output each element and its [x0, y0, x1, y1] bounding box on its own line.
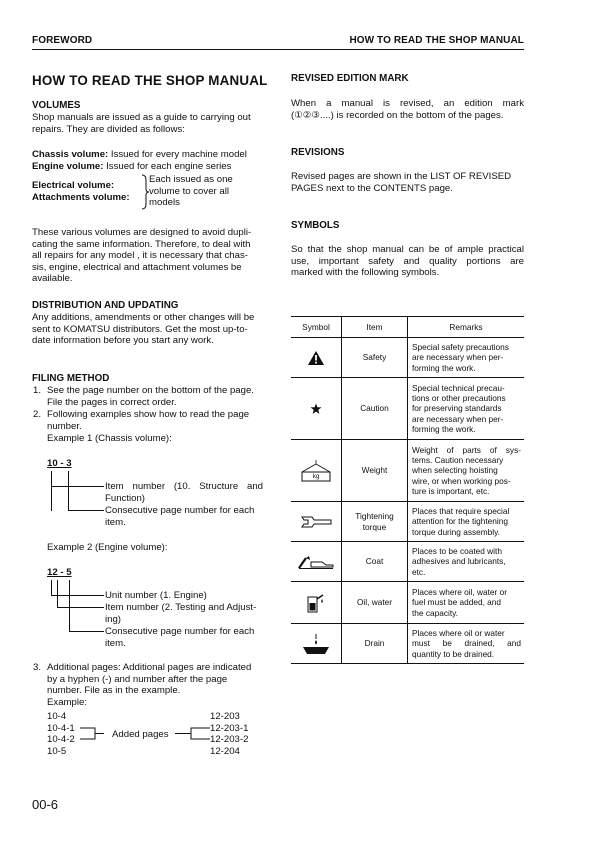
ex1-leader-page — [68, 471, 69, 511]
filing-item-3: Additional pages: Additional pages are indicated by a hyphen (-) and number after the page number. File as in the example. Example: — [47, 662, 252, 708]
example-1-code: 10 - 3 — [47, 458, 72, 469]
table-cell-item: Tightening torque — [342, 502, 408, 542]
table-row — [291, 582, 524, 624]
table-cell-remarks: Places that require special attention for the tightening torque during assembly. — [408, 502, 525, 542]
table-cell-item: Oil, water — [342, 582, 408, 624]
example-2-code: 12 - 5 — [47, 567, 72, 578]
revisions-paragraph: Revised pages are shown in the LIST OF REVISED PAGES next to the CONTENTS page. — [291, 171, 512, 194]
filing-item-2: Following examples show how to read the page number. — [47, 409, 250, 432]
filing-item-1: See the page number on the bottom of the page. File the pages in correct order. — [47, 385, 254, 408]
ex2-leader-unit — [51, 580, 52, 595]
example-2-label: Example 2 (Engine volume): — [47, 542, 168, 553]
symbols-table — [291, 316, 524, 664]
oil-water-icon — [291, 582, 342, 624]
table-row — [291, 378, 524, 440]
table-row — [291, 542, 524, 582]
list-item: 10-4-2 — [47, 734, 75, 746]
ex2-leader-item-h — [57, 607, 104, 608]
table-row — [291, 624, 524, 664]
attachments-volume: Attachments volume: — [32, 192, 130, 203]
column-header-symbol: Symbol — [291, 317, 342, 338]
wrench-icon — [291, 502, 342, 542]
filing-item-3-number: 3. — [33, 662, 42, 673]
brace-text: Each issued as one volume to cover all models — [149, 174, 233, 209]
table-cell-item: Coat — [342, 542, 408, 582]
safety-warning-icon — [291, 338, 342, 378]
table-header-row — [291, 317, 524, 338]
column-header-remarks: Remarks — [408, 317, 525, 338]
table-cell-item: Caution — [342, 378, 408, 440]
list-item: 10-5 — [47, 745, 67, 757]
header-rule — [32, 49, 524, 50]
table-row — [291, 440, 524, 502]
ex2-leader-item — [57, 580, 58, 607]
ex1-leader-item-h — [51, 486, 104, 487]
engine-volume: Engine volume: Issued for each engine series — [32, 161, 232, 172]
list-item: 12-204 — [210, 745, 240, 757]
revised-mark-heading: REVISED EDITION MARK — [291, 73, 409, 84]
added-pages-label: Added pages — [112, 729, 169, 740]
revisions-heading: REVISIONS — [291, 147, 345, 158]
ex2-leader-page-h — [69, 631, 104, 632]
filing-item-1-number: 1. — [33, 385, 42, 396]
added-pages-left-list — [47, 711, 75, 757]
ex1-page-desc: Consecutive page number for each item. — [105, 505, 255, 528]
ex2-unit-desc: Unit number (1. Engine) — [105, 590, 207, 601]
volumes-intro: Shop manuals are issued as a guide to carrying out repairs. They are divided as follows: — [32, 112, 251, 135]
coat-icon — [291, 542, 342, 582]
drain-icon — [291, 624, 342, 664]
table-cell-remarks: Places to be coated with adhesives and lubricants, etc. — [408, 542, 525, 582]
table-cell-remarks: Places where oil or water must be drained, and quantity to be drained. — [408, 624, 525, 664]
volumes-heading: VOLUMES — [32, 100, 81, 111]
filing-item-2-number: 2. — [33, 409, 42, 420]
symbols-paragraph: So that the shop manual can be of ample practical use, important safety and quality portions are marked with the following symbols. — [291, 244, 524, 279]
ex1-leader-page-h — [68, 510, 104, 511]
ex2-item-desc: Item number (2. Testing and Adjust- ing) — [105, 602, 257, 625]
table-cell-remarks: Special safety precautions are necessary when per- forming the work. — [408, 338, 525, 378]
ex2-leader-page — [69, 580, 70, 631]
weight-icon — [291, 440, 342, 502]
added-pages-right-list — [210, 711, 248, 757]
ex2-leader-unit-h — [51, 595, 104, 596]
caution-star-icon — [291, 378, 342, 440]
revised-mark-paragraph: When a manual is revised, an edition mark (①②③....) is recorded on the bottom of the pages. — [291, 98, 524, 121]
header-section-label: FOREWORD — [32, 35, 93, 46]
chassis-volume: Chassis volume: Issued for every machine model — [32, 149, 247, 160]
page-title: HOW TO READ THE SHOP MANUAL — [32, 73, 268, 88]
list-item: 10-4 — [47, 711, 67, 722]
table-cell-item: Safety — [342, 338, 408, 378]
page-number: 00-6 — [32, 797, 59, 812]
electrical-volume: Electrical volume: — [32, 180, 115, 191]
column-header-item: Item — [342, 317, 408, 338]
list-item: 12-203 — [210, 711, 240, 722]
weight-icon-label: kg — [312, 472, 320, 480]
table-cell-remarks: Special technical precau- tions or other precautions for preserving standards are necessary when per- forming the work. — [408, 378, 525, 440]
list-item: 10-4-1 — [47, 722, 75, 734]
list-item: 12-203-2 — [210, 734, 249, 746]
filing-heading: FILING METHOD — [32, 373, 110, 384]
header-title: HOW TO READ THE SHOP MANUAL — [349, 35, 524, 46]
ex2-page-desc: Consecutive page number for each item. — [105, 626, 255, 649]
table-cell-remarks: Weight of parts of sys- tems. Caution necessary when selecting hoisting wire, or when working pos- ture is important, etc. — [408, 440, 525, 502]
symbols-heading: SYMBOLS — [291, 220, 340, 231]
example-1-label: Example 1 (Chassis volume): — [47, 433, 172, 444]
table-cell-item: Weight — [342, 440, 408, 502]
table-cell-item: Drain — [342, 624, 408, 664]
table-row — [291, 338, 524, 378]
distribution-heading: DISTRIBUTION AND UPDATING — [32, 300, 179, 311]
list-item: 12-203-1 — [210, 722, 249, 734]
table-row — [291, 502, 524, 542]
volumes-paragraph: These various volumes are designed to avoid dupli- cating the same information. Therefore, to deal with all repairs for any model , it is necessary that chas- sis, engine, electrical and attachment volumes be available. — [32, 227, 252, 285]
table-cell-remarks: Places where oil, water or fuel must be added, and the capacity. — [408, 582, 525, 624]
distribution-paragraph: Any additions, amendments or other changes will be sent to KOMATSU distributors. Get the most up-to- date information before you start any work. — [32, 312, 255, 347]
ex1-leader-item — [51, 471, 52, 511]
ex1-item-desc: Item number (10. Structure and Function) — [105, 481, 263, 504]
